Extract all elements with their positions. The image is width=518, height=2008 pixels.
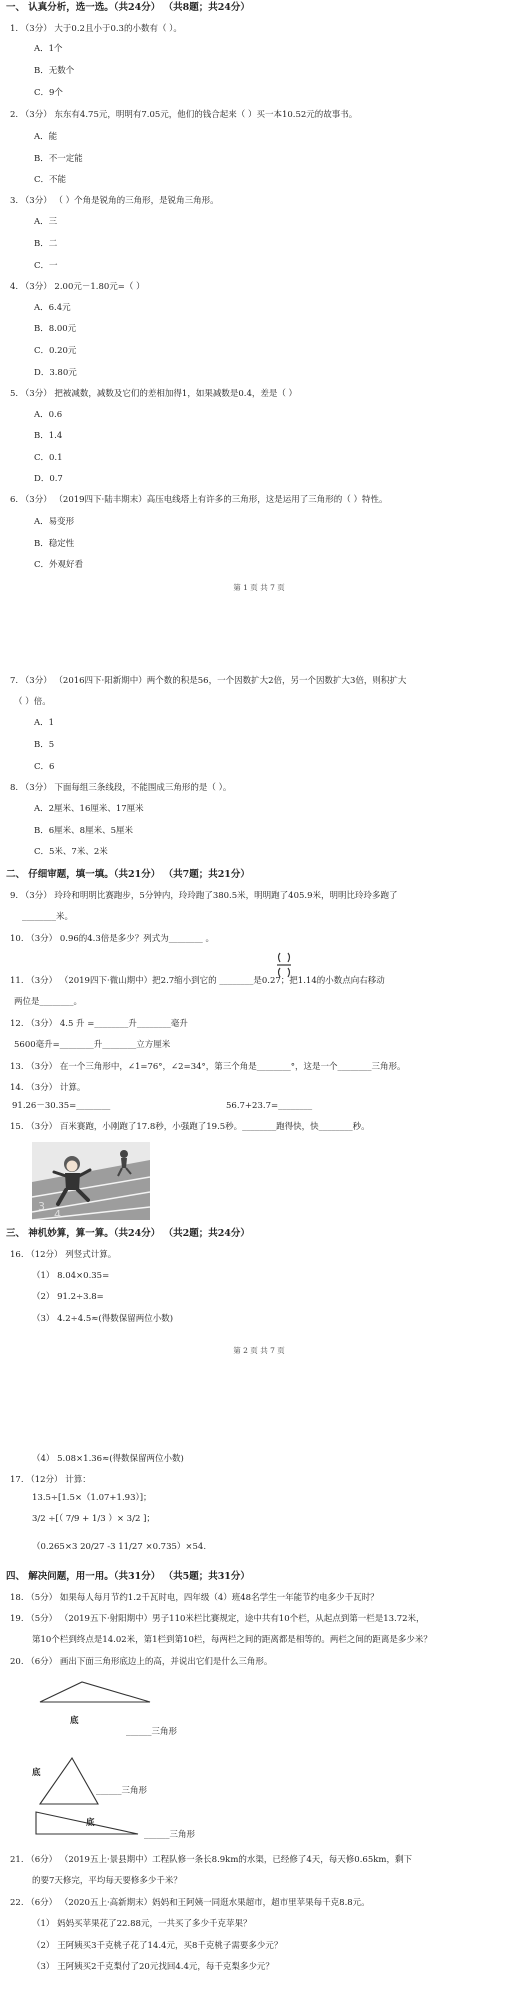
page-footer-1: 第 1 页 共 7 页 [233, 583, 285, 592]
obtuse-triangle-figure [38, 1680, 152, 1704]
section-heading-4: 四、 解决问题，用一用。（共31分） （共5题；共31分） [6, 1571, 250, 1582]
base-label-1: 底 [70, 1716, 79, 1726]
question-11: 11. （3分） （2019四下·微山期中）把2.7缩小到它的 ________是0.27；把1.14的小数点向右移动 [10, 976, 385, 986]
question-14-b: 56.7+23.7=________ [226, 1101, 313, 1111]
question-21: 21. （6分） （2019五上·景县期中）工程队修一条长8.9km的水渠，已经修了4天，每天修0.65km，剩下 [10, 1855, 412, 1865]
base-label-2: 底 [32, 1768, 41, 1778]
runner-illustration [32, 1142, 150, 1220]
question-8: 8. （3分） 下面每组三条线段，不能围成三角形的是（ ）。 [10, 783, 232, 793]
q5-option-d: D．0.7 [34, 474, 63, 484]
q6-option-a: A．易变形 [34, 517, 75, 527]
svg-text:4: 4 [54, 1208, 61, 1220]
q22-item-2: （2） 王阿姨买3千克桃子花了14.4元，买8千克桃子需要多少元？ [32, 1941, 283, 1951]
q16-item-4: （4） 5.08×1.36≈(得数保留两位小数) [32, 1454, 184, 1464]
q4-option-d: D．3.80元 [34, 368, 77, 378]
question-16: 16. （12分） 列竖式计算。 [10, 1250, 117, 1260]
q5-option-b: B．1.4 [34, 431, 63, 441]
question-14-a: 91.26－30.35=________ [12, 1101, 111, 1111]
question-11-continued: 两位是________。 [14, 997, 83, 1007]
q17-expression-c: （0.265×3 20/27 -3 11/27 ×0.735）×54. [32, 1542, 207, 1552]
question-22: 22. （6分） （2020五上·高新期末）妈妈和王阿姨一同逛水果超市，超市里苹果每千克8.8元。 [10, 1898, 370, 1908]
question-13: 13. （3分） 在一个三角形中，∠1=76°，∠2=34°，第三个角是________°，这是一个________三角形。 [10, 1062, 406, 1072]
q20-answer-1: ______三角形 [126, 1727, 178, 1737]
question-19-continued: 第10个栏到终点是14.02米，第1栏到第10栏，每两栏之间的距离都是相等的。两栏之间的距离是多少米？ [32, 1635, 432, 1645]
question-20: 20. （6分） 画出下面三角形底边上的高，并说出它们是什么三角形。 [10, 1657, 273, 1667]
q1-option-c: C．9个 [34, 88, 63, 98]
q4-option-a: A．6.4元 [34, 303, 71, 313]
question-6: 6. （3分） （2019四下·陆丰期末）高压电线塔上有许多的三角形，这是运用了三角形的（ ）特性。 [10, 495, 388, 505]
question-10: 10. （3分） 0.96的4.3倍是多少？列式为________ 。 [10, 934, 214, 944]
q16-item-2: （2） 91.2÷3.8= [32, 1292, 104, 1302]
q5-option-c: C．0.1 [34, 453, 63, 463]
question-5: 5. （3分） 把被减数，减数及它们的差相加得1，如果减数是0.4，差是（ ） [10, 389, 298, 399]
q2-option-c: C．不能 [34, 175, 67, 185]
acute-triangle-figure [34, 1756, 104, 1806]
svg-text:3: 3 [38, 1200, 45, 1213]
base-label-3: 底 [86, 1818, 95, 1828]
question-15: 15. （3分） 百米赛跑，小刚跑了17.8秒，小强跑了19.5秒。________跑得快，快________秒。 [10, 1122, 370, 1132]
q20-answer-3: ______三角形 [144, 1830, 196, 1840]
question-7-continued: （ ）倍。 [14, 697, 51, 707]
q20-answer-2: ______三角形 [96, 1786, 148, 1796]
question-3: 3. （3分） （ ）个角是锐角的三角形，是锐角三角形。 [10, 196, 219, 206]
q8-option-a: A．2厘米、16厘米、17厘米 [34, 804, 144, 814]
question-9: 9. （3分） 玲玲和明明比赛跑步，5分钟内，玲玲跑了380.5米，明明跑了405.9米，明明比玲玲多跑了 [10, 891, 398, 901]
q4-option-c: C．0.20元 [34, 346, 77, 356]
q2-option-a: A．能 [34, 132, 58, 142]
q17-expression-b: 3/2 ÷[（ 7/9 + 1/3 ）× 3/2 ]； [32, 1514, 155, 1524]
q7-option-c: C．6 [34, 762, 55, 772]
q3-option-b: B．二 [34, 239, 58, 249]
q8-option-c: C．5米、7米、2米 [34, 847, 108, 857]
page-footer-2: 第 2 页 共 7 页 [233, 1346, 285, 1355]
q5-option-a: A．0.6 [34, 410, 63, 420]
q1-option-b: B．无数个 [34, 66, 75, 76]
question-4: 4. （3分） 2.00元－1.80元=（ ） [10, 282, 145, 292]
q22-item-1: （1） 妈妈买苹果花了22.88元，一共买了多少千克苹果？ [32, 1919, 252, 1929]
q7-option-b: B．5 [34, 740, 55, 750]
q7-option-a: A．1 [34, 718, 55, 728]
question-7: 7. （3分） （2016四下·阳新期中）两个数的积是56，一个因数扩大2倍，另一个因数扩大3倍，则积扩大 [10, 676, 407, 686]
q17-expression-a: 13.5÷[1.5×（1.07+1.93）]； [32, 1493, 152, 1503]
question-21-continued: 的要7天修完，平均每天要修多少千米？ [32, 1876, 182, 1886]
question-14: 14. （3分） 计算。 [10, 1083, 86, 1093]
q16-item-1: （1） 8.04×0.35= [32, 1271, 110, 1281]
q6-option-b: B．稳定性 [34, 539, 75, 549]
question-18: 18. （5分） 如果每人每月节约1.2千瓦时电，四年级（4）班48名学生一年能节约电多少千瓦时？ [10, 1593, 379, 1603]
q4-option-b: B．8.00元 [34, 324, 77, 334]
section-heading-2: 二、 仔细审题，填一填。（共21分） （共7题；共21分） [6, 869, 250, 880]
question-9-continued: ________米。 [22, 912, 74, 922]
q3-option-a: A．三 [34, 217, 58, 227]
section-heading-1: 一、 认真分析，选一选。（共24分） （共8题；共24分） [6, 2, 250, 13]
question-17: 17. （12分） 计算： [10, 1475, 91, 1485]
question-2: 2. （3分） 东东有4.75元，明明有7.05元，他们的钱合起来（ ）买一本10.52元的故事书。 [10, 110, 358, 120]
q22-item-3: （3） 王阿姨买2千克梨付了20元找回4.4元，每千克梨多少元？ [32, 1962, 274, 1972]
section-heading-3: 三、 神机妙算，算一算。（共24分） （共2题；共24分） [6, 1228, 250, 1239]
q2-option-b: B．不一定能 [34, 154, 83, 164]
q8-option-b: B．6厘米、8厘米、5厘米 [34, 826, 133, 836]
question-1: 1. （3分） 大于0.2且小于0.3的小数有（ ）。 [10, 24, 182, 34]
q3-option-c: C．一 [34, 261, 58, 271]
q16-item-3: （3） 4.2÷4.5≈(得数保留两位小数) [32, 1314, 174, 1324]
question-19: 19. （5分） （2019五下·射阳期中）男子110米栏比赛规定，途中共有10个栏，从起点到第一栏是13.72米， [10, 1614, 425, 1624]
q6-option-c: C．外观好看 [34, 560, 84, 570]
question-12: 12. （3分） 4.5 升 =________升________毫升 [10, 1019, 188, 1029]
q1-option-a: A．1个 [34, 44, 63, 54]
question-12-part-b: 5600毫升=________升________立方厘米 [14, 1040, 171, 1050]
